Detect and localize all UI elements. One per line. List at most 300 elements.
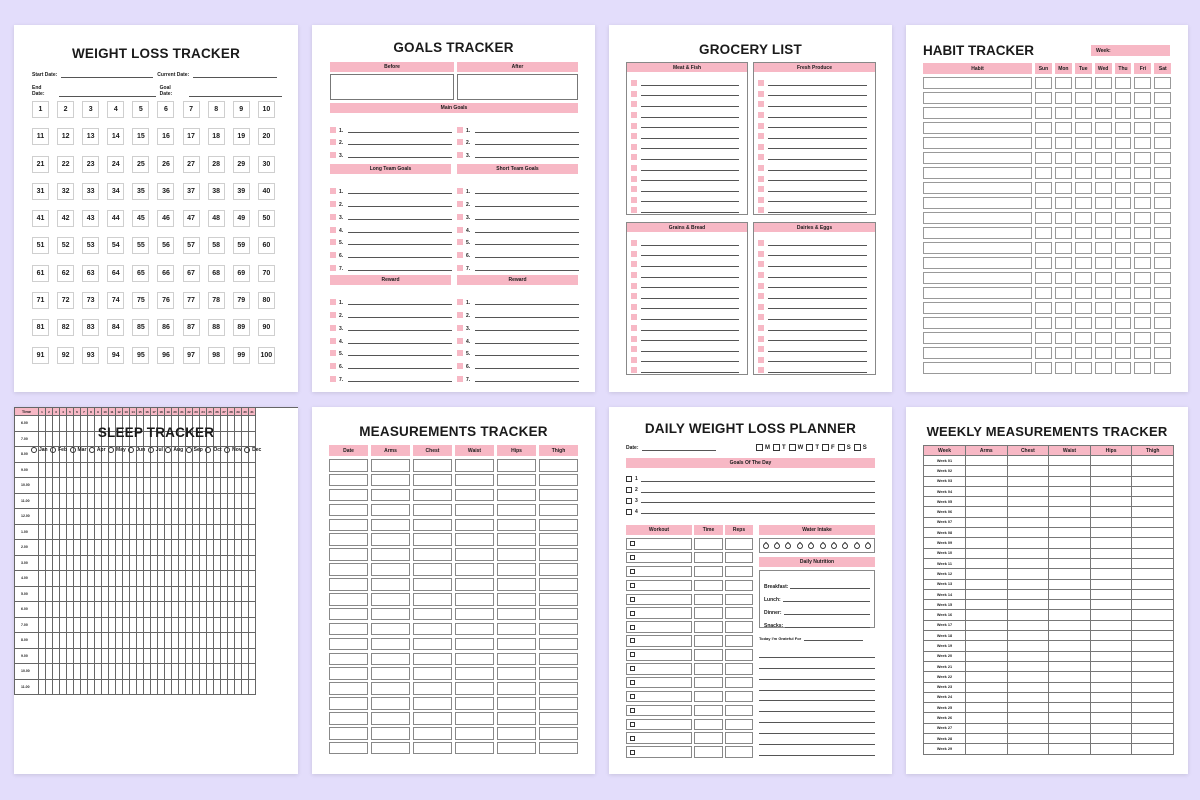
sleep-cell[interactable]: [46, 494, 53, 510]
sleep-cell[interactable]: [123, 587, 130, 603]
habit-check-cell[interactable]: [1075, 197, 1092, 209]
measurement-cell[interactable]: [497, 742, 536, 755]
reps-cell[interactable]: [725, 538, 753, 550]
sleep-cell[interactable]: [74, 509, 81, 525]
habit-check-cell[interactable]: [1055, 197, 1072, 209]
measurement-cell[interactable]: [413, 727, 452, 740]
sleep-cell[interactable]: [151, 664, 158, 680]
weight-number-box[interactable]: 8: [208, 101, 225, 118]
sleep-cell[interactable]: [95, 633, 102, 649]
weekly-measurement-cell[interactable]: [1132, 734, 1174, 744]
weight-number-box[interactable]: 84: [107, 319, 124, 336]
weekly-measurement-cell[interactable]: [1132, 631, 1174, 641]
sleep-cell[interactable]: [39, 556, 46, 572]
goal-checkbox[interactable]: [457, 127, 463, 133]
goal-of-day-checkbox[interactable]: [626, 487, 632, 493]
habit-check-cell[interactable]: [1095, 77, 1112, 89]
weekly-measurement-cell[interactable]: [1091, 724, 1133, 734]
sleep-cell[interactable]: [214, 463, 221, 479]
habit-check-cell[interactable]: [1115, 92, 1132, 104]
habit-check-cell[interactable]: [1134, 362, 1151, 374]
weight-number-box[interactable]: 52: [57, 237, 74, 254]
weight-number-box[interactable]: 51: [32, 237, 49, 254]
water-drop-icon[interactable]: [807, 541, 815, 549]
sleep-cell[interactable]: [200, 664, 207, 680]
sleep-cell[interactable]: [235, 509, 242, 525]
weekly-measurement-cell[interactable]: [1008, 744, 1050, 754]
sleep-cell[interactable]: [179, 556, 186, 572]
weekly-measurement-cell[interactable]: [1132, 528, 1174, 538]
grocery-item-line[interactable]: [641, 304, 739, 309]
sleep-cell[interactable]: [67, 463, 74, 479]
measurement-cell[interactable]: [329, 667, 368, 680]
measurement-cell[interactable]: [539, 593, 578, 606]
radio-circle[interactable]: [31, 447, 37, 453]
weekly-measurement-cell[interactable]: [966, 466, 1008, 476]
sleep-cell[interactable]: [179, 602, 186, 618]
measurement-cell[interactable]: [539, 697, 578, 710]
grateful-field[interactable]: [804, 637, 863, 641]
time-cell[interactable]: [694, 732, 723, 744]
weight-number-box[interactable]: 21: [32, 156, 49, 173]
weekly-measurement-cell[interactable]: [1049, 487, 1091, 497]
measurement-cell[interactable]: [329, 578, 368, 591]
sleep-cell[interactable]: [193, 649, 200, 665]
weekly-measurement-cell[interactable]: [1008, 724, 1050, 734]
workout-cell[interactable]: [626, 607, 692, 619]
measurement-cell[interactable]: [539, 608, 578, 621]
sleep-cell[interactable]: [186, 571, 193, 587]
sleep-cell[interactable]: [137, 633, 144, 649]
sleep-cell[interactable]: [242, 618, 249, 634]
habit-check-cell[interactable]: [1095, 197, 1112, 209]
habit-check-cell[interactable]: [1055, 107, 1072, 119]
reps-cell[interactable]: [725, 677, 753, 689]
measurement-cell[interactable]: [329, 682, 368, 695]
sleep-cell[interactable]: [151, 618, 158, 634]
sleep-cell[interactable]: [214, 664, 221, 680]
weekly-measurement-cell[interactable]: [1049, 528, 1091, 538]
habit-check-cell[interactable]: [1055, 122, 1072, 134]
sleep-cell[interactable]: [74, 618, 81, 634]
goal-line[interactable]: [348, 327, 452, 331]
habit-check-cell[interactable]: [1035, 152, 1052, 164]
after-box[interactable]: [457, 74, 578, 100]
grocery-checkbox[interactable]: [631, 272, 637, 278]
workout-cell[interactable]: [626, 635, 692, 647]
grocery-checkbox[interactable]: [631, 207, 637, 213]
reps-cell[interactable]: [725, 649, 753, 661]
habit-check-cell[interactable]: [1154, 122, 1171, 134]
sleep-cell[interactable]: [88, 509, 95, 525]
grocery-item-line[interactable]: [641, 166, 739, 171]
sleep-cell[interactable]: [130, 463, 137, 479]
time-cell[interactable]: [694, 552, 723, 564]
weight-number-box[interactable]: 97: [183, 347, 200, 364]
weight-number-box[interactable]: 90: [258, 319, 275, 336]
grocery-item-line[interactable]: [641, 347, 739, 352]
sleep-cell[interactable]: [179, 478, 186, 494]
grocery-item-line[interactable]: [641, 273, 739, 278]
sleep-cell[interactable]: [172, 587, 179, 603]
weight-number-box[interactable]: 82: [57, 319, 74, 336]
sleep-cell[interactable]: [144, 494, 151, 510]
weekly-measurement-cell[interactable]: [1008, 528, 1050, 538]
grocery-checkbox[interactable]: [631, 154, 637, 160]
measurement-cell[interactable]: [329, 653, 368, 666]
sleep-cell[interactable]: [67, 587, 74, 603]
weekly-measurement-cell[interactable]: [1132, 683, 1174, 693]
measurement-cell[interactable]: [455, 608, 494, 621]
sleep-cell[interactable]: [144, 618, 151, 634]
weight-number-box[interactable]: 96: [157, 347, 174, 364]
weekly-measurement-cell[interactable]: [1049, 549, 1091, 559]
sleep-cell[interactable]: [74, 680, 81, 696]
sleep-cell[interactable]: [158, 633, 165, 649]
habit-check-cell[interactable]: [1075, 272, 1092, 284]
sleep-cell[interactable]: [200, 478, 207, 494]
sleep-cell[interactable]: [116, 602, 123, 618]
sleep-cell[interactable]: [144, 664, 151, 680]
measurement-cell[interactable]: [539, 548, 578, 561]
habit-check-cell[interactable]: [1075, 317, 1092, 329]
measurement-cell[interactable]: [371, 653, 410, 666]
habit-name-cell[interactable]: [923, 182, 1032, 194]
habit-check-cell[interactable]: [1075, 242, 1092, 254]
measurement-cell[interactable]: [329, 489, 368, 502]
sleep-cell[interactable]: [193, 494, 200, 510]
habit-check-cell[interactable]: [1035, 92, 1052, 104]
sleep-cell[interactable]: [46, 463, 53, 479]
sleep-cell[interactable]: [207, 478, 214, 494]
sleep-cell[interactable]: [158, 525, 165, 541]
sleep-cell[interactable]: [130, 494, 137, 510]
weekly-measurement-cell[interactable]: [1091, 466, 1133, 476]
reps-cell[interactable]: [725, 552, 753, 564]
day-checkbox[interactable]: [789, 444, 796, 451]
sleep-cell[interactable]: [235, 556, 242, 572]
time-cell[interactable]: [694, 663, 723, 675]
sleep-cell[interactable]: [249, 556, 256, 572]
habit-check-cell[interactable]: [1095, 332, 1112, 344]
sleep-cell[interactable]: [60, 571, 67, 587]
habit-check-cell[interactable]: [1134, 167, 1151, 179]
weight-number-box[interactable]: 55: [132, 237, 149, 254]
sleep-cell[interactable]: [214, 494, 221, 510]
weekly-measurement-cell[interactable]: [966, 487, 1008, 497]
sleep-cell[interactable]: [158, 494, 165, 510]
sleep-cell[interactable]: [249, 633, 256, 649]
habit-name-cell[interactable]: [923, 77, 1032, 89]
grocery-item-line[interactable]: [768, 283, 867, 288]
goal-checkbox[interactable]: [457, 139, 463, 145]
sleep-cell[interactable]: [221, 525, 228, 541]
sleep-cell[interactable]: [74, 478, 81, 494]
sleep-cell[interactable]: [67, 509, 74, 525]
sleep-cell[interactable]: [137, 540, 144, 556]
sleep-cell[interactable]: [193, 509, 200, 525]
goal-line[interactable]: [475, 365, 579, 369]
measurement-cell[interactable]: [539, 459, 578, 472]
sleep-cell[interactable]: [221, 618, 228, 634]
habit-check-cell[interactable]: [1075, 122, 1092, 134]
weekly-measurement-cell[interactable]: [1049, 518, 1091, 528]
habit-check-cell[interactable]: [1055, 287, 1072, 299]
weight-number-box[interactable]: 77: [183, 292, 200, 309]
sleep-cell[interactable]: [235, 680, 242, 696]
measurement-cell[interactable]: [455, 548, 494, 561]
weekly-measurement-cell[interactable]: [1091, 693, 1133, 703]
sleep-cell[interactable]: [221, 509, 228, 525]
sleep-cell[interactable]: [144, 478, 151, 494]
sleep-cell[interactable]: [249, 571, 256, 587]
sleep-cell[interactable]: [235, 571, 242, 587]
habit-check-cell[interactable]: [1095, 167, 1112, 179]
sleep-cell[interactable]: [200, 525, 207, 541]
sleep-cell[interactable]: [158, 540, 165, 556]
sleep-cell[interactable]: [193, 556, 200, 572]
water-drop-icon[interactable]: [864, 541, 872, 549]
habit-check-cell[interactable]: [1075, 302, 1092, 314]
sleep-cell[interactable]: [158, 649, 165, 665]
weight-number-box[interactable]: 18: [208, 128, 225, 145]
time-cell[interactable]: [694, 580, 723, 592]
measurement-cell[interactable]: [497, 727, 536, 740]
sleep-cell[interactable]: [109, 478, 116, 494]
sleep-cell[interactable]: [193, 602, 200, 618]
sleep-cell[interactable]: [53, 664, 60, 680]
sleep-cell[interactable]: [39, 509, 46, 525]
sleep-cell[interactable]: [81, 680, 88, 696]
sleep-cell[interactable]: [207, 680, 214, 696]
habit-check-cell[interactable]: [1115, 122, 1132, 134]
sleep-cell[interactable]: [242, 525, 249, 541]
sleep-cell[interactable]: [200, 587, 207, 603]
sleep-cell[interactable]: [130, 680, 137, 696]
grocery-checkbox[interactable]: [631, 240, 637, 246]
habit-check-cell[interactable]: [1095, 227, 1112, 239]
sleep-cell[interactable]: [137, 525, 144, 541]
sleep-cell[interactable]: [88, 494, 95, 510]
sleep-cell[interactable]: [249, 478, 256, 494]
habit-check-cell[interactable]: [1115, 107, 1132, 119]
sleep-cell[interactable]: [74, 463, 81, 479]
sleep-cell[interactable]: [235, 478, 242, 494]
sleep-cell[interactable]: [123, 680, 130, 696]
habit-check-cell[interactable]: [1055, 212, 1072, 224]
time-cell[interactable]: [694, 594, 723, 606]
sleep-cell[interactable]: [116, 649, 123, 665]
sleep-cell[interactable]: [60, 664, 67, 680]
weekly-measurement-cell[interactable]: [966, 600, 1008, 610]
habit-check-cell[interactable]: [1075, 212, 1092, 224]
sleep-cell[interactable]: [179, 587, 186, 603]
habit-check-cell[interactable]: [1115, 212, 1132, 224]
sleep-cell[interactable]: [228, 540, 235, 556]
sleep-cell[interactable]: [74, 494, 81, 510]
habit-check-cell[interactable]: [1154, 302, 1171, 314]
habit-check-cell[interactable]: [1055, 152, 1072, 164]
sleep-cell[interactable]: [130, 664, 137, 680]
grocery-checkbox[interactable]: [758, 304, 764, 310]
measurement-cell[interactable]: [329, 608, 368, 621]
measurement-cell[interactable]: [371, 727, 410, 740]
habit-check-cell[interactable]: [1154, 92, 1171, 104]
weight-number-box[interactable]: 50: [258, 210, 275, 227]
measurement-cell[interactable]: [413, 519, 452, 532]
sleep-cell[interactable]: [109, 509, 116, 525]
weight-number-box[interactable]: 39: [233, 183, 250, 200]
sleep-cell[interactable]: [109, 540, 116, 556]
sleep-cell[interactable]: [123, 556, 130, 572]
weekly-measurement-cell[interactable]: [966, 518, 1008, 528]
workout-checkbox[interactable]: [630, 569, 635, 574]
goal-of-day-checkbox[interactable]: [626, 476, 632, 482]
sleep-cell[interactable]: [123, 463, 130, 479]
weekly-measurement-cell[interactable]: [1132, 518, 1174, 528]
workout-cell[interactable]: [626, 719, 692, 731]
habit-check-cell[interactable]: [1055, 272, 1072, 284]
grateful-line[interactable]: [759, 658, 875, 669]
sleep-cell[interactable]: [95, 680, 102, 696]
sleep-cell[interactable]: [123, 664, 130, 680]
weight-number-box[interactable]: 74: [107, 292, 124, 309]
grateful-line[interactable]: [759, 734, 875, 745]
sleep-cell[interactable]: [158, 664, 165, 680]
sleep-cell[interactable]: [102, 540, 109, 556]
weekly-measurement-cell[interactable]: [1049, 600, 1091, 610]
habit-check-cell[interactable]: [1134, 317, 1151, 329]
workout-checkbox[interactable]: [630, 652, 635, 657]
weight-number-box[interactable]: 58: [208, 237, 225, 254]
grocery-checkbox[interactable]: [631, 101, 637, 107]
sleep-cell[interactable]: [179, 494, 186, 510]
sleep-cell[interactable]: [228, 664, 235, 680]
weekly-measurement-cell[interactable]: [1132, 672, 1174, 682]
sleep-cell[interactable]: [228, 509, 235, 525]
weekly-measurement-cell[interactable]: [1091, 703, 1133, 713]
measurement-cell[interactable]: [497, 548, 536, 561]
grocery-item-line[interactable]: [768, 81, 867, 86]
sleep-cell[interactable]: [186, 649, 193, 665]
weekly-measurement-cell[interactable]: [1049, 497, 1091, 507]
sleep-cell[interactable]: [186, 680, 193, 696]
sleep-cell[interactable]: [214, 540, 221, 556]
weight-number-box[interactable]: 80: [258, 292, 275, 309]
weight-number-box[interactable]: 66: [157, 265, 174, 282]
weekly-measurement-cell[interactable]: [1132, 507, 1174, 517]
habit-check-cell[interactable]: [1035, 212, 1052, 224]
sleep-cell[interactable]: [88, 602, 95, 618]
habit-check-cell[interactable]: [1055, 242, 1072, 254]
sleep-cell[interactable]: [109, 664, 116, 680]
sleep-cell[interactable]: [46, 618, 53, 634]
habit-check-cell[interactable]: [1115, 332, 1132, 344]
weight-number-box[interactable]: 30: [258, 156, 275, 173]
grocery-checkbox[interactable]: [631, 91, 637, 97]
grocery-item-line[interactable]: [768, 208, 867, 213]
sleep-cell[interactable]: [200, 540, 207, 556]
sleep-cell[interactable]: [123, 509, 130, 525]
sleep-cell[interactable]: [102, 556, 109, 572]
habit-check-cell[interactable]: [1154, 347, 1171, 359]
goal-line[interactable]: [348, 203, 452, 207]
goal-line[interactable]: [475, 352, 579, 356]
goal-checkbox[interactable]: [330, 312, 336, 318]
sleep-cell[interactable]: [158, 509, 165, 525]
sleep-cell[interactable]: [172, 540, 179, 556]
weight-number-box[interactable]: 79: [233, 292, 250, 309]
weight-number-box[interactable]: 59: [233, 237, 250, 254]
sleep-cell[interactable]: [74, 571, 81, 587]
measurement-cell[interactable]: [539, 667, 578, 680]
measurement-cell[interactable]: [413, 489, 452, 502]
grocery-checkbox[interactable]: [758, 123, 764, 129]
grocery-checkbox[interactable]: [631, 80, 637, 86]
goal-line[interactable]: [348, 154, 452, 158]
measurement-cell[interactable]: [371, 533, 410, 546]
sleep-cell[interactable]: [88, 540, 95, 556]
month-option[interactable]: [50, 447, 67, 453]
measurement-cell[interactable]: [539, 504, 578, 517]
measurement-cell[interactable]: [497, 697, 536, 710]
weight-number-box[interactable]: 42: [57, 210, 74, 227]
grocery-item-line[interactable]: [768, 294, 867, 299]
sleep-cell[interactable]: [214, 478, 221, 494]
sleep-cell[interactable]: [193, 618, 200, 634]
sleep-cell[interactable]: [81, 664, 88, 680]
habit-check-cell[interactable]: [1095, 362, 1112, 374]
habit-check-cell[interactable]: [1115, 287, 1132, 299]
habit-check-cell[interactable]: [1035, 77, 1052, 89]
weight-number-box[interactable]: 44: [107, 210, 124, 227]
sleep-cell[interactable]: [74, 587, 81, 603]
sleep-cell[interactable]: [221, 494, 228, 510]
measurement-cell[interactable]: [497, 667, 536, 680]
habit-check-cell[interactable]: [1154, 317, 1171, 329]
sleep-cell[interactable]: [186, 463, 193, 479]
water-drop-icon[interactable]: [818, 541, 826, 549]
measurement-cell[interactable]: [455, 742, 494, 755]
sleep-cell[interactable]: [151, 556, 158, 572]
weight-number-box[interactable]: 91: [32, 347, 49, 364]
goal-checkbox[interactable]: [457, 325, 463, 331]
sleep-cell[interactable]: [116, 680, 123, 696]
radio-circle[interactable]: [89, 447, 95, 453]
sleep-cell[interactable]: [53, 463, 60, 479]
goal-line[interactable]: [348, 340, 452, 344]
sleep-cell[interactable]: [60, 680, 67, 696]
sleep-cell[interactable]: [130, 540, 137, 556]
time-cell[interactable]: [694, 538, 723, 550]
goal-checkbox[interactable]: [330, 139, 336, 145]
sleep-cell[interactable]: [158, 571, 165, 587]
sleep-cell[interactable]: [249, 664, 256, 680]
sleep-cell[interactable]: [235, 618, 242, 634]
weight-number-box[interactable]: 89: [233, 319, 250, 336]
weekly-measurement-cell[interactable]: [1049, 507, 1091, 517]
measurement-cell[interactable]: [455, 653, 494, 666]
reps-cell[interactable]: [725, 705, 753, 717]
sleep-cell[interactable]: [235, 664, 242, 680]
habit-check-cell[interactable]: [1055, 227, 1072, 239]
sleep-cell[interactable]: [151, 525, 158, 541]
month-option[interactable]: [108, 447, 126, 453]
measurement-cell[interactable]: [455, 519, 494, 532]
grocery-item-line[interactable]: [768, 134, 867, 139]
day-checkbox[interactable]: [806, 444, 813, 451]
sleep-cell[interactable]: [235, 525, 242, 541]
